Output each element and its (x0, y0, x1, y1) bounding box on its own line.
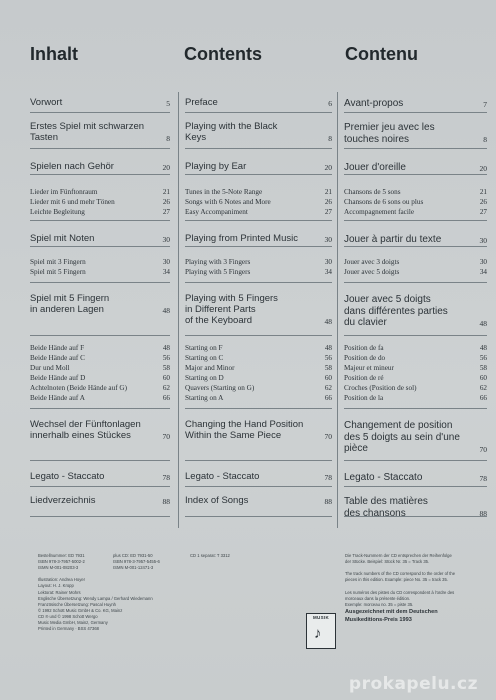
section-rule (185, 246, 332, 247)
toc-entry-page-number: 88 (479, 509, 487, 519)
toc-entry-page-number: 48 (479, 318, 487, 328)
section-rule (30, 112, 170, 113)
toc-entry-page-number: 30 (479, 235, 487, 245)
toc-entry (30, 344, 170, 352)
imprint-line: plus CD: ED 7931-50 (113, 553, 153, 558)
toc-entry (185, 234, 332, 245)
toc-entry-title: Achtelnoten (Beide Hände auf G) (30, 384, 127, 392)
section-rule (344, 220, 487, 221)
toc-entry-title: Vorwort (30, 97, 63, 108)
toc-entry-page-number: 30 (324, 258, 332, 266)
toc-entry-title: Beide Hände auf D (30, 374, 86, 382)
section-rule (344, 408, 487, 409)
section-rule (185, 486, 332, 487)
toc-entry-page-number: 27 (324, 208, 332, 216)
toc-entry-title: Playing with 5 Fingers in Different Parts of the Keyboard (185, 293, 278, 326)
heading-german: Inhalt (30, 44, 78, 64)
toc-entry (30, 188, 170, 196)
toc-entry (185, 188, 332, 196)
toc-entry-title: Position de fa (344, 344, 384, 352)
toc-entry-page-number: 66 (324, 394, 332, 402)
imprint-line: Music Media GmbH, Mainz, Germany (38, 620, 108, 626)
toc-entry (30, 394, 170, 402)
imprint-line: Bestellnummer: ED 7931 (38, 553, 85, 558)
toc-entry (30, 364, 170, 372)
toc-entry (344, 234, 487, 246)
toc-entry (344, 268, 487, 276)
toc-entry-page-number: 78 (162, 473, 170, 483)
section-rule (344, 148, 487, 149)
toc-entry (344, 294, 487, 329)
toc-entry-title: Major and Minor (185, 364, 235, 372)
toc-entry-title: Spiel mit Noten (30, 233, 95, 244)
section-rule (344, 174, 487, 175)
toc-entry-title: Liedverzeichnis (30, 495, 96, 506)
toc-entry-title: Playing with the Black Keys (185, 121, 278, 143)
toc-entry-title: Legato - Staccato (30, 471, 105, 482)
toc-entry (30, 472, 170, 483)
section-rule (185, 408, 332, 409)
toc-entry-title: Spiel mit 5 Fingern in anderen Lagen (30, 293, 110, 315)
toc-entry-title: Jouer à partir du texte (344, 234, 442, 245)
toc-entry (344, 208, 487, 216)
toc-entry (185, 420, 332, 442)
toc-entry-title: Index of Songs (185, 495, 249, 506)
toc-entry-title: Starting on F (185, 344, 223, 352)
toc-entry-page-number: 20 (324, 163, 332, 173)
toc-entry-title: Legato - Staccato (185, 471, 260, 482)
toc-entry-title: Beide Hände auf C (30, 354, 85, 362)
toc-entry-page-number: 48 (324, 317, 332, 327)
toc-entry-title: Beide Hände auf F (30, 344, 85, 352)
imprint-line: CD ℗ und © 1998 Schott Wergo (38, 613, 98, 619)
toc-entry-title: Jouer d'oreille (344, 162, 406, 173)
toc-entry (30, 384, 170, 392)
toc-entry-title: Playing from Printed Music (185, 233, 298, 244)
imprint-line: Englische Übersetzung: Wendy Lampa / Gerhard Wiedemann (38, 595, 153, 601)
toc-entry (30, 496, 170, 507)
toc-entry-title: Croches (Position de sol) (344, 384, 417, 392)
imprint-edition-numbers (113, 553, 160, 571)
toc-entry-title: Playing with 5 Fingers (185, 268, 251, 276)
toc-entry (344, 384, 487, 392)
toc-entry (185, 354, 332, 362)
section-rule (30, 516, 170, 517)
section-rule (185, 148, 332, 149)
toc-entry-page-number: 60 (324, 374, 332, 382)
section-rule (30, 246, 170, 247)
toc-entry-page-number: 70 (162, 432, 170, 442)
heading-english: Contents (184, 44, 262, 64)
toc-entry-title: Spiel mit 5 Fingern (30, 268, 86, 276)
toc-entry-title: Dur und Moll (30, 364, 70, 372)
section-rule (344, 246, 487, 247)
toc-entry-title: Changing the Hand Position Within the Same Piece (185, 419, 304, 441)
toc-entry-page-number: 66 (479, 394, 487, 402)
toc-entry-title: Majeur et mineur (344, 364, 394, 372)
section-rule (344, 282, 487, 283)
toc-entry-page-number: 21 (324, 188, 332, 196)
toc-entry-page-number: 48 (324, 344, 332, 352)
toc-entry-title: Spielen nach Gehör (30, 161, 114, 172)
section-rule (30, 148, 170, 149)
toc-entry-title: Quavers (Starting on G) (185, 384, 255, 392)
toc-entry (30, 354, 170, 362)
column-divider-2 (337, 92, 338, 528)
cd-track-notes (345, 553, 455, 608)
toc-entry (344, 496, 487, 519)
section-rule (344, 486, 487, 487)
toc-entry (30, 208, 170, 216)
toc-entry-title: Easy Accompaniment (185, 208, 248, 216)
toc-entry-page-number: 27 (162, 208, 170, 216)
toc-entry-title: Jouer avec 5 doigts (344, 268, 400, 276)
toc-entry-title: Preface (185, 97, 218, 108)
toc-entry-title: Starting on D (185, 374, 224, 382)
toc-entry-page-number: 78 (324, 473, 332, 483)
toc-entry-page-number: 26 (479, 198, 487, 206)
toc-entry (185, 472, 332, 483)
imprint-line: morceaux dans la présente édition. (345, 595, 411, 601)
toc-entry-title: Lieder im Fünftonraum (30, 188, 98, 196)
section-rule (30, 220, 170, 221)
music-edition-prize-logo (306, 613, 336, 649)
toc-entry-title: Legato - Staccato (344, 472, 423, 483)
toc-entry-page-number: 26 (162, 198, 170, 206)
imprint-line: Lektorat: Rainer Mohrs (38, 589, 81, 595)
prize-statement: Ausgezeichnet mit dem Deutschen Musikeditions-Preis 1993 (345, 609, 438, 623)
toc-entry (185, 162, 332, 173)
imprint-line: Layout: H. J. Kropp (38, 583, 74, 589)
toc-entry (30, 294, 170, 316)
music-note-icon: ♪ (314, 625, 322, 642)
section-rule (344, 335, 487, 336)
toc-entry (185, 268, 332, 276)
toc-entry-page-number: 30 (324, 235, 332, 245)
toc-column-german (30, 92, 170, 542)
toc-entry-title: Position de la (344, 394, 384, 402)
watermark: prokapelu.cz (348, 674, 478, 694)
toc-entry-page-number: 60 (162, 374, 170, 382)
imprint-line: Französische Übersetzung: Pascal Huynh (38, 601, 116, 607)
toc-entry-title: Table des matières des chansons (344, 496, 428, 519)
toc-entry (344, 198, 487, 206)
toc-entry-page-number: 27 (479, 208, 487, 216)
toc-entry-page-number: 58 (324, 364, 332, 372)
toc-entry-title: Starting on C (185, 354, 224, 362)
toc-entry (344, 344, 487, 352)
toc-entry-title: Playing with 3 Fingers (185, 258, 251, 266)
toc-entry-title: Position de do (344, 354, 386, 362)
toc-entry (344, 364, 487, 372)
toc-entry (344, 188, 487, 196)
toc-entry (344, 472, 487, 484)
toc-entry-page-number: 8 (166, 134, 170, 144)
toc-entry (344, 354, 487, 362)
imprint-line: The track numbers of the CD correspond to the order of the (345, 571, 456, 577)
toc-entry-page-number: 60 (479, 374, 487, 382)
toc-entry (185, 394, 332, 402)
imprint-line: © 1992 Schott Music GmbH & Co. KG, Mainz (38, 607, 123, 613)
toc-entry-title: Leichte Begleitung (30, 208, 85, 216)
toc-entry (185, 294, 332, 327)
toc-entry-page-number: 34 (162, 268, 170, 276)
toc-entry-page-number: 88 (162, 497, 170, 507)
toc-entry (185, 208, 332, 216)
toc-entry-page-number: 20 (479, 163, 487, 173)
toc-entry (185, 374, 332, 382)
toc-entry-title: Chansons de 6 sons ou plus (344, 198, 424, 206)
section-rule (30, 282, 170, 283)
toc-entry (344, 98, 487, 110)
section-rule (185, 335, 332, 336)
toc-entry-page-number: 56 (162, 354, 170, 362)
section-rule (344, 460, 487, 461)
toc-entry-page-number: 30 (162, 258, 170, 266)
toc-entry-page-number: 58 (479, 364, 487, 372)
toc-entry (185, 98, 332, 109)
imprint-line: ISMN M-001-08203-3 (38, 565, 79, 571)
toc-entry-page-number: 70 (479, 444, 487, 454)
imprint-line: der Stücke. Beispiel: Stück Nr. 35 = Track 35. (345, 559, 430, 565)
toc-entry (185, 258, 332, 266)
toc-entry-title: Playing by Ear (185, 161, 247, 172)
toc-entry (30, 122, 170, 144)
section-rule (185, 220, 332, 221)
toc-entry (185, 364, 332, 372)
toc-entry-page-number: 21 (162, 188, 170, 196)
toc-entry-page-number: 78 (479, 473, 487, 483)
toc-entry-page-number: 56 (479, 354, 487, 362)
toc-entry-page-number: 6 (328, 99, 332, 109)
imprint-line: Exemple: morceau no. 35 = piste 35. (345, 601, 414, 607)
toc-entry-page-number: 62 (479, 384, 487, 392)
toc-entry-title: Beide Hände auf A (30, 394, 85, 402)
imprint-line: pieces in this edition. Example: piece No. 35 = track 35. (345, 577, 448, 583)
toc-entry-title: Accompagnement facile (344, 208, 415, 216)
toc-entry (30, 98, 170, 109)
imprint-line: Die Track-Nummern der CD entsprechen der Reihenfolge (345, 553, 452, 558)
toc-entry-page-number: 8 (328, 134, 332, 144)
toc-column-french (344, 92, 487, 542)
section-rule (185, 516, 332, 517)
toc-entry-page-number: 34 (324, 268, 332, 276)
section-rule (344, 112, 487, 113)
toc-entry-title: Wechsel der Fünftonlagen innerhalb eines Stückes (30, 419, 141, 441)
toc-entry-title: Lieder mit 6 und mehr Tönen (30, 198, 115, 206)
toc-entry-page-number: 56 (324, 354, 332, 362)
heading-french: Contenu (345, 44, 418, 64)
toc-entry (344, 420, 487, 455)
section-rule (30, 486, 170, 487)
toc-entry (344, 374, 487, 382)
toc-entry (30, 162, 170, 173)
section-rule (185, 460, 332, 461)
section-rule (185, 174, 332, 175)
toc-entry-page-number: 48 (162, 306, 170, 316)
imprint-line: Illustration: Andrea Hoyer (38, 577, 86, 583)
toc-entry-title: Tunes in the 5-Note Range (185, 188, 263, 196)
toc-entry-page-number: 5 (166, 99, 170, 109)
toc-entry (185, 198, 332, 206)
toc-entry-page-number: 21 (479, 188, 487, 196)
section-rule (30, 174, 170, 175)
toc-entry-title: Avant-propos (344, 98, 404, 109)
toc-entry-title: Starting on A (185, 394, 224, 402)
toc-entry (185, 384, 332, 392)
imprint-cd (190, 553, 230, 559)
toc-entry (30, 268, 170, 276)
toc-entry-page-number: 48 (479, 344, 487, 352)
toc-entry-title: Position de ré (344, 374, 384, 382)
toc-entry-title: Changement de position des 5 doigts au sein d'une pièce (344, 420, 460, 454)
toc-entry (185, 496, 332, 507)
toc-entry-title: Premier jeu avec les touches noires (344, 122, 435, 145)
toc-entry-page-number: 88 (324, 497, 332, 507)
imprint-line: ISMN M-001-12471-3 (113, 565, 154, 571)
imprint-line: ISBN 978-3-7957-5002-2 (38, 559, 85, 565)
imprint-cd-line: CD 1 separat: T 3312 (190, 553, 230, 558)
toc-entry-title: Jouer avec 3 doigts (344, 258, 400, 266)
section-rule (30, 408, 170, 409)
toc-entry (30, 420, 170, 442)
imprint-line: Les numéros des pistes du CD correspondent à l'ordre des (345, 589, 455, 595)
toc-entry-title: Songs with 6 Notes and More (185, 198, 271, 206)
toc-entry-page-number: 58 (162, 364, 170, 372)
toc-entry-page-number: 62 (324, 384, 332, 392)
section-rule (185, 282, 332, 283)
toc-entry-title: Erstes Spiel mit schwarzen Tasten (30, 121, 145, 143)
toc-entry (344, 122, 487, 145)
toc-entry-title: Jouer avec 5 doigts dans différentes parties du clavier (344, 294, 448, 328)
toc-entry (30, 198, 170, 206)
section-rule (30, 460, 170, 461)
toc-entry-page-number: 30 (162, 235, 170, 245)
toc-entry-page-number: 7 (483, 99, 487, 109)
toc-entry-page-number: 20 (162, 163, 170, 173)
toc-entry-page-number: 66 (162, 394, 170, 402)
section-rule (30, 335, 170, 336)
toc-column-english (185, 92, 332, 542)
toc-entry (30, 258, 170, 266)
toc-entry (30, 234, 170, 245)
column-divider-1 (178, 92, 179, 528)
imprint-line: ISBN 978-3-7957-5455-6 (113, 559, 160, 565)
toc-entry-page-number: 26 (324, 198, 332, 206)
toc-entry (344, 394, 487, 402)
toc-entry-page-number: 70 (324, 432, 332, 442)
toc-entry (344, 162, 487, 174)
section-rule (185, 112, 332, 113)
imprint-line: Printed in Germany · BSS 47368 (38, 626, 99, 632)
toc-entry-page-number: 48 (162, 344, 170, 352)
logo-text: MUSIK (313, 615, 329, 620)
toc-entry-page-number: 34 (479, 268, 487, 276)
toc-entry-page-number: 8 (483, 135, 487, 145)
toc-entry (185, 344, 332, 352)
toc-entry-page-number: 30 (479, 258, 487, 266)
toc-entry (185, 122, 332, 144)
toc-entry-title: Chansons de 5 sons (344, 188, 401, 196)
toc-entry (344, 258, 487, 266)
toc-entry-title: Spiel mit 3 Fingern (30, 258, 86, 266)
toc-entry (30, 374, 170, 382)
toc-entry-page-number: 62 (162, 384, 170, 392)
